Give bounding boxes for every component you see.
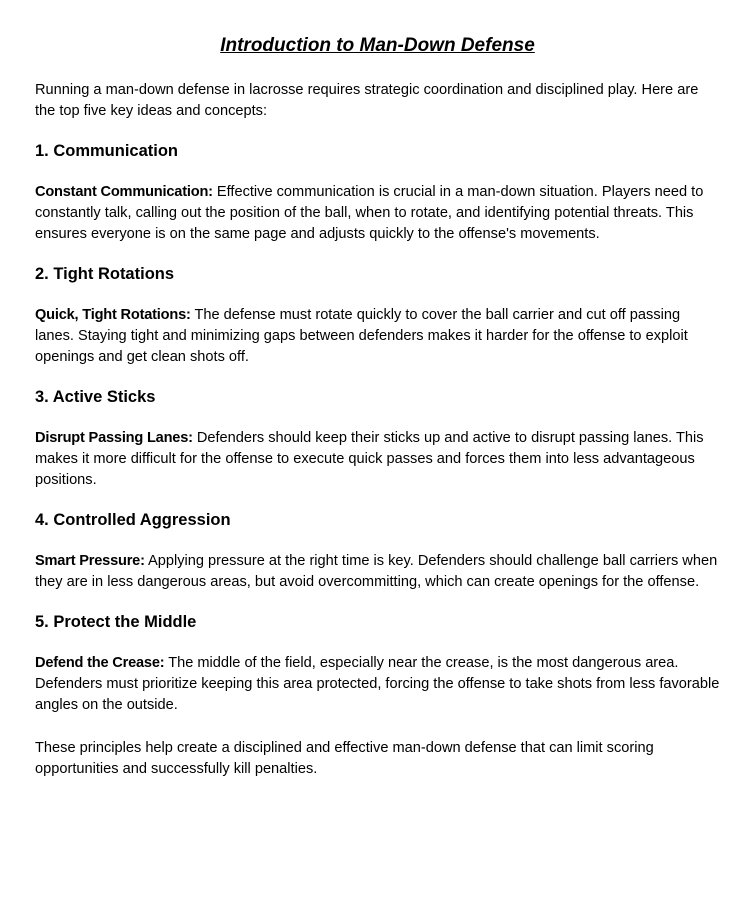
section-paragraph [35,428,720,491]
section-lead: Quick, Tight Rotations: [35,307,191,323]
section-lead: Constant Communication: [35,184,213,200]
intro-paragraph: Running a man-down defense in lacrosse requires strategic coordination and disciplined play. Here are the top five key ideas and concepts: [35,82,699,119]
section-paragraph [35,653,720,716]
section-text: The defense must rotate quickly to cover the ball carrier and cut off passing lanes. Staying tight and minimizing gaps between defenders makes it harder for the offense to exploit openings and get clean shots off. [35,307,688,365]
section-text: The middle of the field, especially near the crease, is the most dangerous area. Defenders must prioritize keeping this area protected, forcing the offense to take shots from less favorable angles on the outside. [35,655,720,713]
section-controlled-aggression [35,509,720,593]
section-heading: 4. Controlled Aggression [35,511,231,529]
section-active-sticks [35,386,720,491]
section-tight-rotations [35,263,720,368]
section-heading: 5. Protect the Middle [35,613,197,631]
section-text: Applying pressure at the right time is key. Defenders should challenge ball carriers when they are in less dangerous areas, but avoid overcommitting, which can create openings for the offense. [35,553,718,590]
section-paragraph [35,182,720,245]
section-communication [35,140,720,245]
section-lead: Smart Pressure: [35,553,145,569]
document-title: Introduction to Man-Down Defense [220,35,535,56]
section-heading: 2. Tight Rotations [35,265,175,283]
section-lead: Defend the Crease: [35,655,165,671]
section-heading: 1. Communication [35,142,179,160]
section-heading: 3. Active Sticks [35,388,156,406]
closing-paragraph: These principles help create a disciplined and effective man-down defense that can limit scoring opportunities and successfully kill penalties. [35,740,654,777]
section-paragraph [35,551,720,593]
section-text: Effective communication is crucial in a man-down situation. Players need to constantly talk, calling out the position of the ball, when to rotate, and identifying potential threats. This ensures everyone is on the same page and adjusts quickly to the offense's movements. [35,184,704,242]
section-text: Defenders should keep their sticks up and active to disrupt passing lanes. This makes it more difficult for the offense to execute quick passes and forces them into less advantageous positions. [35,430,704,488]
section-protect-the-middle [35,611,720,716]
section-lead: Disrupt Passing Lanes: [35,430,193,446]
section-paragraph [35,305,720,368]
